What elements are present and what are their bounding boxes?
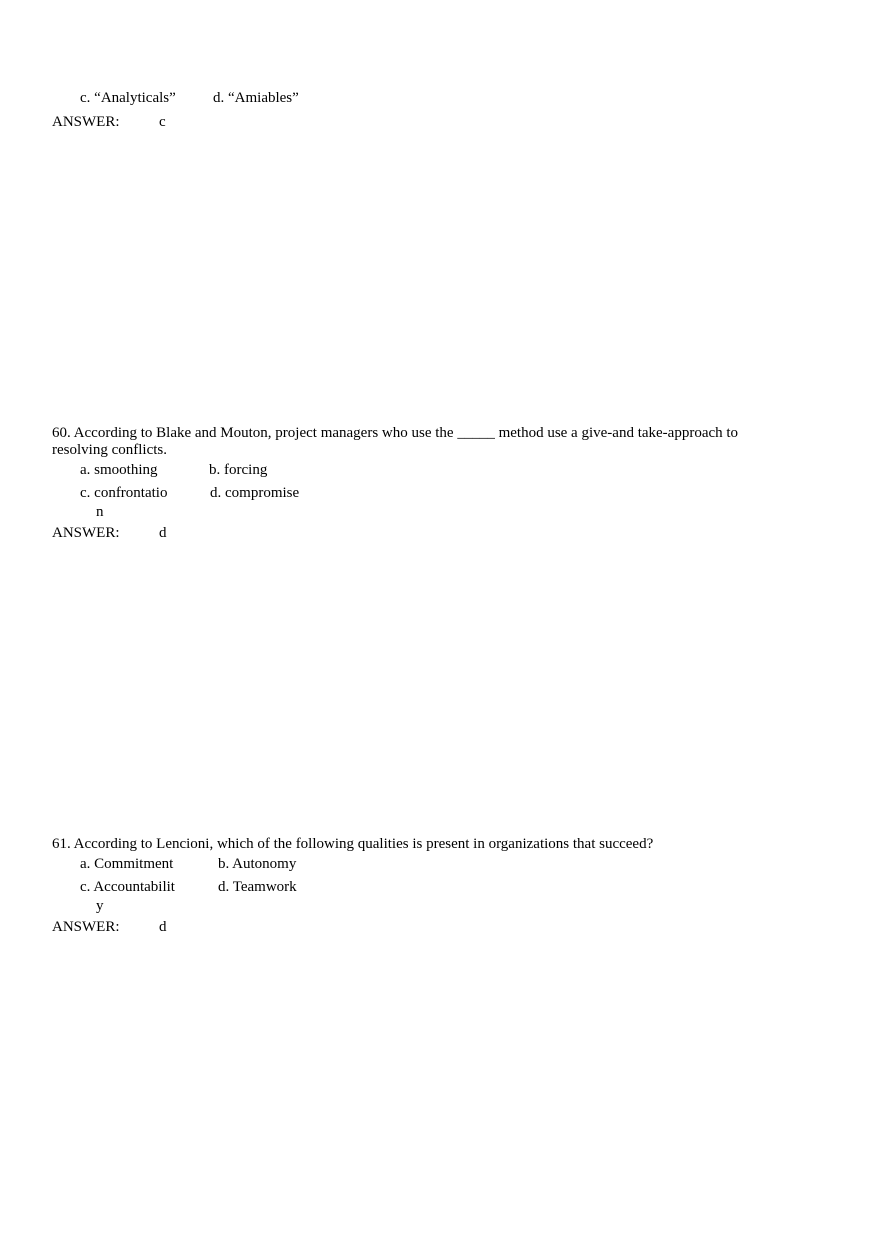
q61-option-c: c. Accountability	[80, 879, 175, 914]
q60-option-c: c. confrontation	[80, 485, 168, 520]
q60-stem: 60. According to Blake and Mouton, project managers who use the _____ method use a give-and take-approach to resolving conflicts.	[52, 425, 739, 458]
q61-answer-value: d	[159, 919, 167, 935]
q61-option-d: d. Teamwork	[218, 879, 297, 895]
q60-option-b: b. forcing	[209, 462, 268, 478]
q61-stem: 61. According to Lencioni, which of the following qualities is present in organizations that succeed?	[52, 836, 654, 852]
q61-answer-label: ANSWER:	[52, 919, 120, 935]
q60-answer-value: d	[159, 525, 167, 541]
prev-option-c: c. “Analyticals”	[80, 90, 176, 106]
prev-answer-label: ANSWER:	[52, 114, 120, 130]
q60-option-a: a. smoothing	[80, 462, 158, 478]
prev-answer-value: c	[159, 114, 166, 130]
prev-option-d: d. “Amiables”	[213, 90, 299, 106]
q61-option-b: b. Autonomy	[218, 856, 297, 872]
q61-option-a: a. Commitment	[80, 856, 174, 872]
q60-option-d: d. compromise	[210, 485, 300, 501]
q60-answer-label: ANSWER:	[52, 525, 120, 541]
